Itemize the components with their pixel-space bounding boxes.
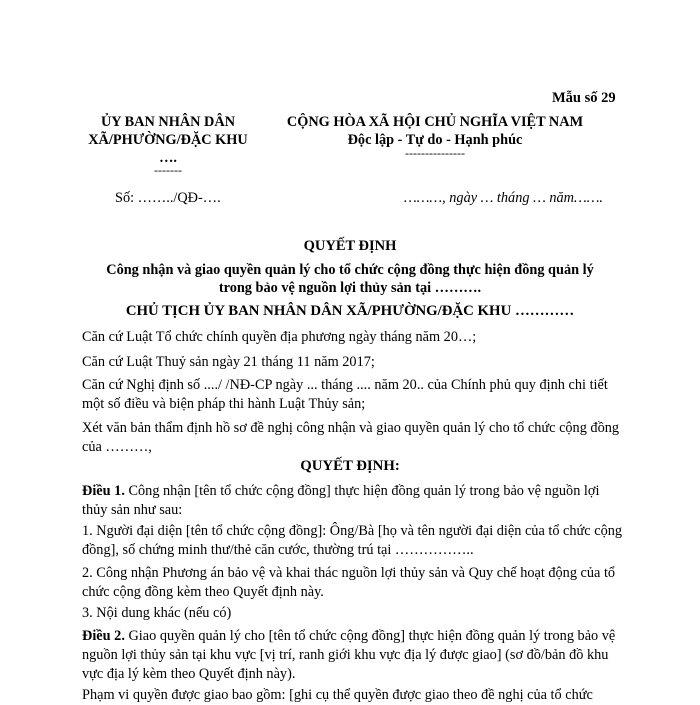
article-2-label: Điều 2. <box>82 628 125 644</box>
issuer-line-3: …. <box>159 150 177 166</box>
document-number: Số: ……../QĐ-…. <box>115 190 221 206</box>
issuer-line-2: XÃ/PHƯỜNG/ĐẶC KHU <box>88 132 248 148</box>
basis-2: Căn cứ Luật Thuỷ sản ngày 21 tháng 11 năm 2017; <box>82 354 375 370</box>
article-1-item-2: 2. Công nhận Phương án bảo vệ và khai thác nguồn lợi thủy sản và Quy chế hoạt động của tổ chức cộng đồng kèm theo Quyết định này. <box>82 565 616 600</box>
decision-heading: QUYẾT ĐỊNH: <box>300 458 400 474</box>
document-date: ………, ngày … tháng … năm……. <box>404 190 603 206</box>
form-number: Mẫu số 29 <box>552 90 616 106</box>
basis-4: Xét văn bản thẩm định hồ sơ đề nghị công nhận và giao quyền quản lý cho tổ chức cộng đồng của ………, <box>82 420 620 455</box>
subject-line-1: Công nhận và giao quyền quản lý cho tổ chức cộng đồng thực hiện đồng quản lý <box>106 262 594 278</box>
basis-3: Căn cứ Nghị định số ..../ /NĐ-CP ngày ... tháng .... năm 20.. của Chính phủ quy định chi tiết một số điều và biện pháp thi hành Luật Thủy sản; <box>82 377 608 412</box>
article-2-text: Giao quyền quản lý cho [tên tổ chức cộng đồng] thực hiện đồng quản lý trong bảo vệ nguồn lợi thủy sản tại khu vực [vị trí, ranh giới khu vực địa lý được giao] (sơ đồ/bản đồ khu vực địa lý kèm theo Quyết định này). <box>82 628 616 682</box>
article-2 <box>82 627 622 684</box>
national-rule: --------------- <box>405 146 465 160</box>
article-1-label: Điều 1. <box>82 483 125 499</box>
national-title: CỘNG HÒA XÃ HỘI CHỦ NGHĨA VIỆT NAM <box>286 114 584 130</box>
authority-title: CHỦ TỊCH ỦY BAN NHÂN DÂN XÃ/PHƯỜNG/ĐẶC KHU ………… <box>125 303 575 319</box>
scope-line: Phạm vi quyền được giao bao gồm: [ghi cụ thể quyền được giao theo đề nghị của tổ chức <box>82 687 593 703</box>
article-1-item-1: 1. Người đại diện [tên tổ chức cộng đồng]: Ông/Bà [họ và tên người đại diện của tổ chức cộng đồng], số chứng minh thư/thẻ căn cước, thường trú tại …………….. <box>82 523 623 558</box>
article-1 <box>82 482 622 520</box>
subject-line-2: trong bảo vệ nguồn lợi thủy sản tại ………. <box>218 280 482 296</box>
issuer-rule: ------- <box>154 163 182 177</box>
document-type: QUYẾT ĐỊNH <box>303 238 397 254</box>
issuer-line-1: ỦY BAN NHÂN DÂN <box>100 114 236 130</box>
national-motto: Độc lập - Tự do - Hạnh phúc <box>347 132 523 148</box>
article-1-text: Công nhận [tên tổ chức cộng đồng] thực hiện đồng quản lý trong bảo vệ nguồn lợi thủy sản như sau: <box>82 483 600 518</box>
article-1-item-3: 3. Nội dung khác (nếu có) <box>82 605 232 621</box>
basis-1: Căn cứ Luật Tổ chức chính quyền địa phương ngày tháng năm 20…; <box>82 329 477 345</box>
